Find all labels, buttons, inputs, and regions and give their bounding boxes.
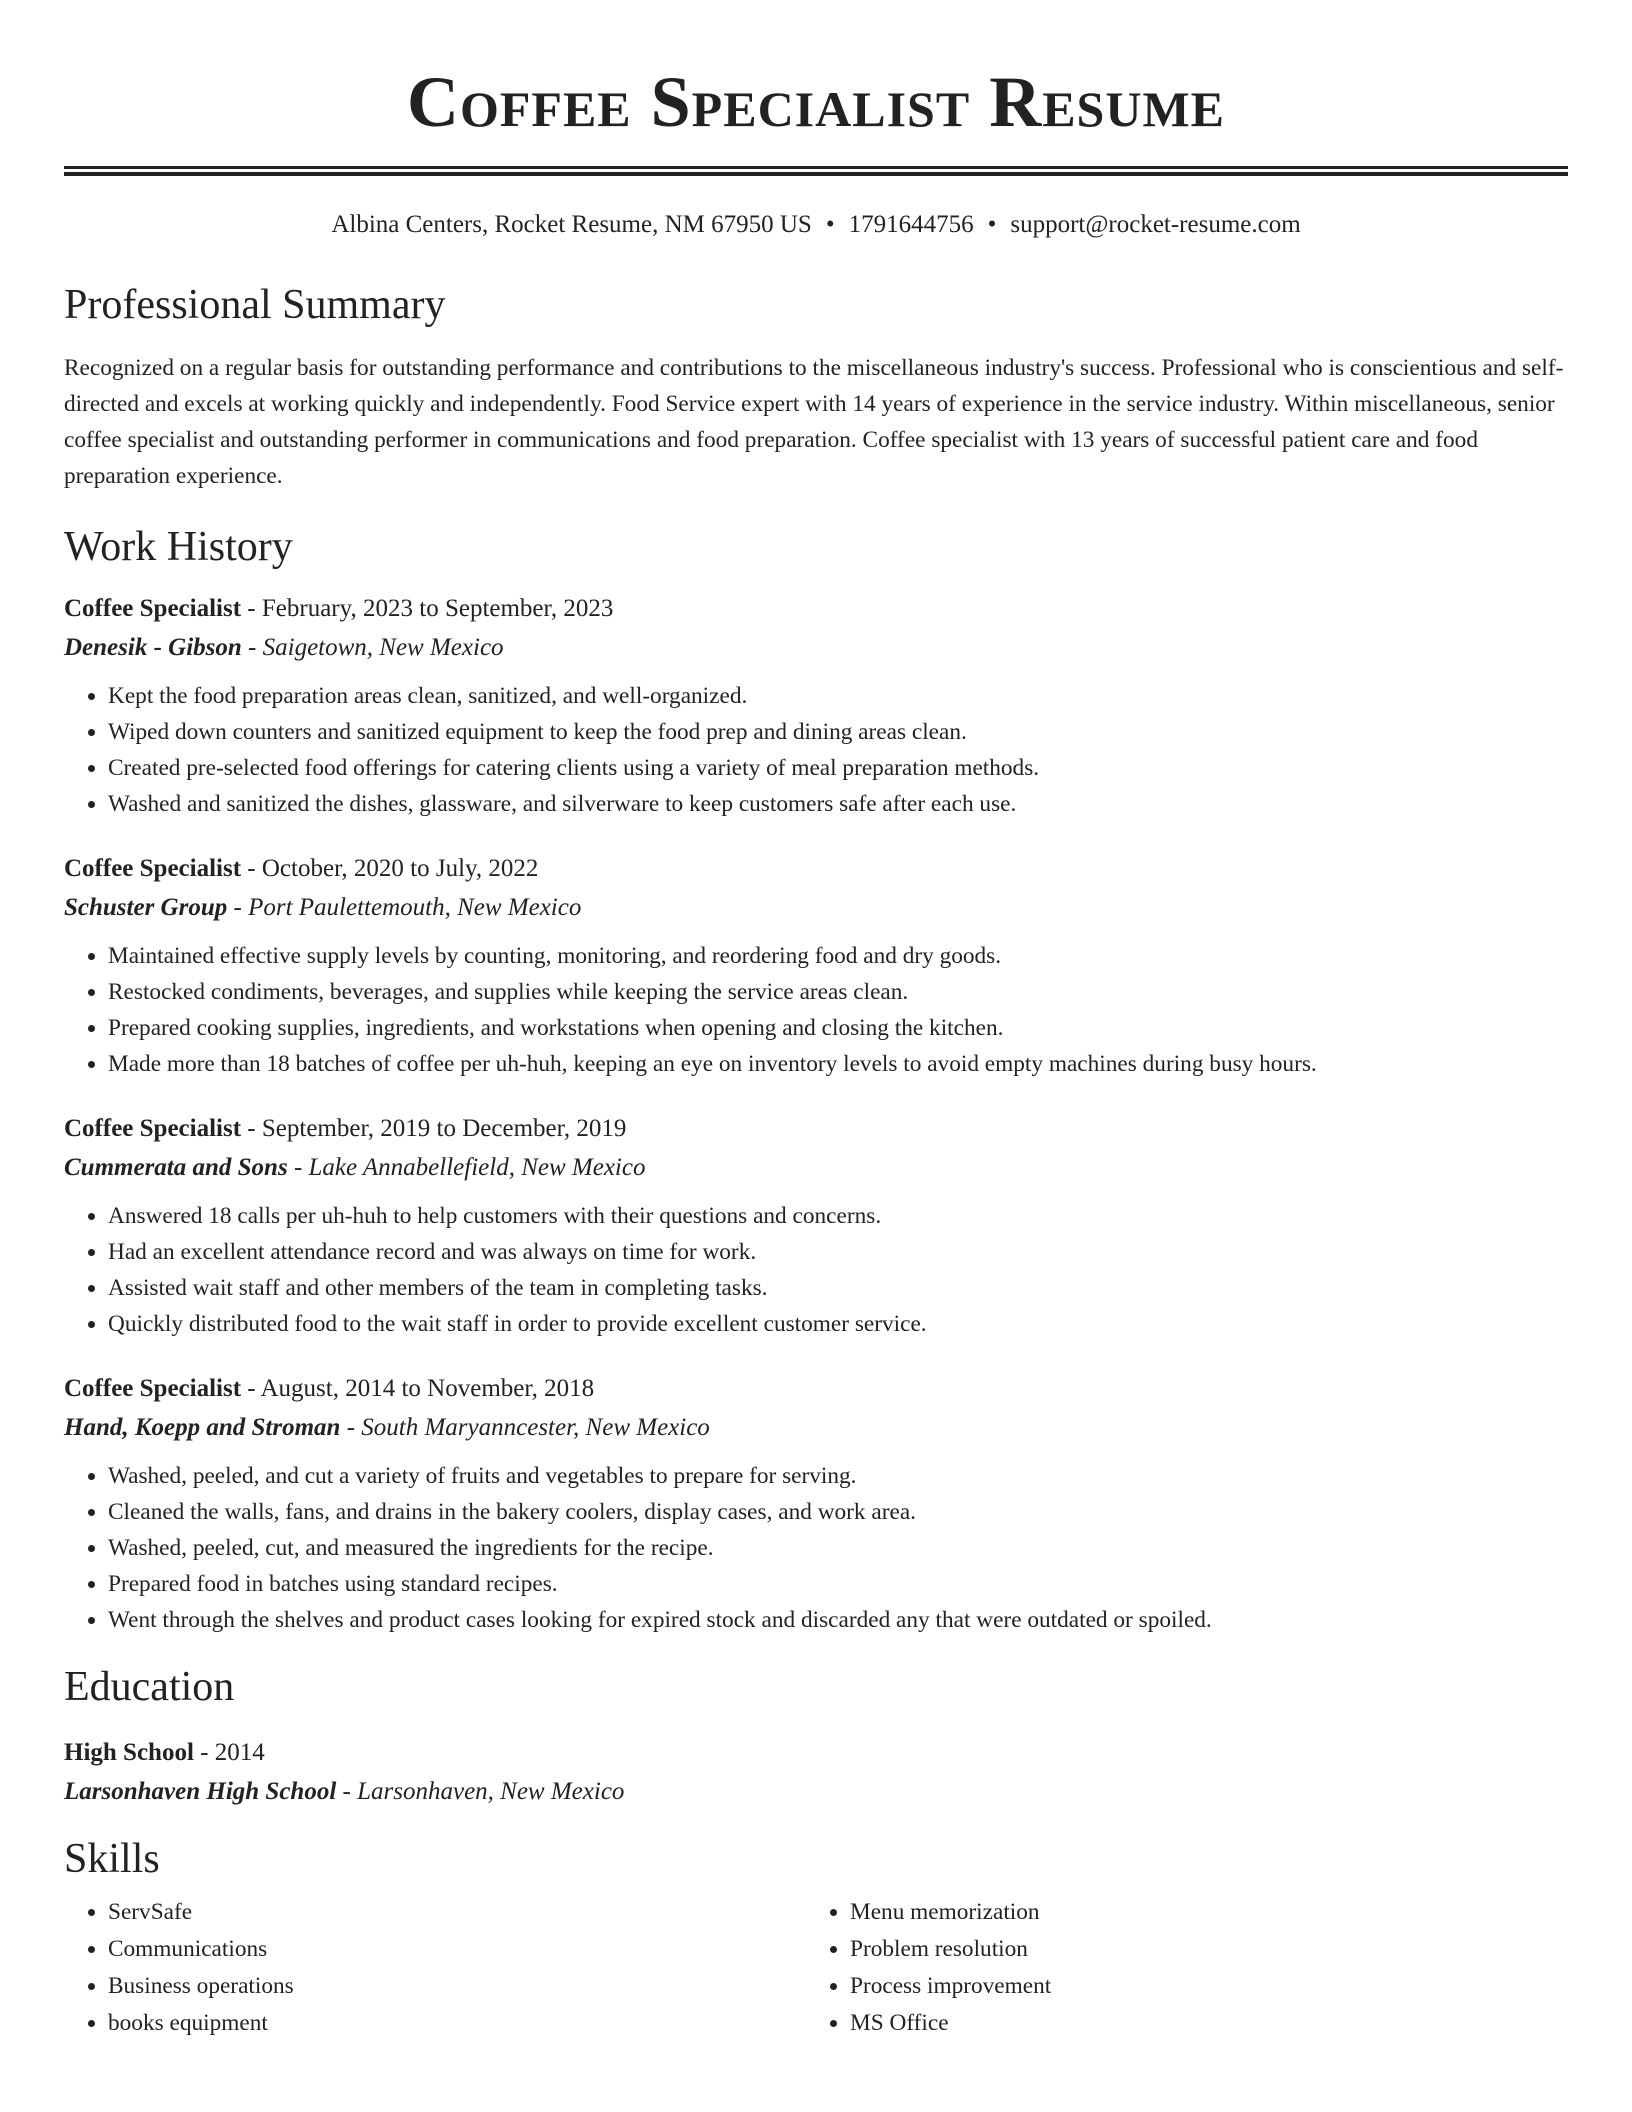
skills-heading: Skills — [64, 1836, 160, 1882]
contact-line — [64, 210, 1568, 240]
employer-location: - Saigetown, New Mexico — [241, 634, 504, 661]
resume-page — [64, 0, 1568, 2042]
job-duty: • Wiped down counters and sanitized equipment to keep the food prep and dining areas clean. — [108, 714, 1568, 750]
skill-item: • Business operations — [108, 1968, 806, 2005]
job-duties-list — [64, 1458, 1568, 1638]
employer-name: Schuster Group — [64, 894, 228, 921]
contact-address: Albina Centers, Rocket Resume, NM 67950 US — [331, 211, 812, 238]
school-line — [64, 1772, 1568, 1812]
title-divider — [64, 166, 1568, 176]
job-duty: • Answered 18 calls per uh-huh to help customers with their questions and concerns. — [108, 1198, 1568, 1234]
job-spacer — [64, 1342, 1568, 1370]
job-title: Coffee Specialist — [64, 1115, 242, 1142]
contact-separator: • — [987, 211, 997, 238]
skill-item: • books equipment — [108, 2005, 806, 2042]
job-duty: • Cleaned the walls, fans, and drains in the bakery coolers, display cases, and work area. — [108, 1494, 1568, 1530]
employer-line — [64, 628, 1568, 668]
job-duty: • Prepared cooking supplies, ingredients, and workstations when opening and closing the kitchen. — [108, 1010, 1568, 1046]
skills-list-left — [64, 1894, 806, 2042]
degree-line — [64, 1734, 1568, 1772]
school-name: Larsonhaven High School — [64, 1778, 337, 1805]
job-entry — [64, 1110, 1568, 1342]
job-duty: • Quickly distributed food to the wait staff in order to provide excellent customer service. — [108, 1306, 1568, 1342]
job-title-line — [64, 1370, 1568, 1408]
employer-name: Denesik - Gibson — [64, 634, 242, 661]
job-duty: • Had an excellent attendance record and was always on time for work. — [108, 1234, 1568, 1270]
job-duty: • Maintained effective supply levels by counting, monitoring, and reordering food and dry goods. — [108, 938, 1568, 974]
skill-item: • Process improvement — [850, 1968, 1548, 2005]
job-title: Coffee Specialist — [64, 1375, 242, 1402]
job-duty: • Washed, peeled, and cut a variety of fruits and vegetables to prepare for serving. — [108, 1458, 1568, 1494]
work-history-heading: Work History — [64, 524, 293, 570]
job-duties-list — [64, 678, 1568, 822]
work-history-list — [64, 590, 1568, 1638]
employer-location: - Lake Annabellefield, New Mexico — [287, 1154, 646, 1181]
job-spacer — [64, 822, 1568, 850]
graduation-year: - 2014 — [193, 1739, 265, 1766]
employer-name: Cummerata and Sons — [64, 1154, 288, 1181]
employer-location: - Port Paulettemouth, New Mexico — [227, 894, 582, 921]
skills-list-right — [806, 1894, 1548, 2042]
job-duty: • Went through the shelves and product cases looking for expired stock and discarded any that were outdated or spoiled. — [108, 1602, 1568, 1638]
job-title-line — [64, 850, 1568, 888]
job-duties-list — [64, 1198, 1568, 1342]
contact-phone: 1791644756 — [848, 211, 974, 238]
job-title: Coffee Specialist — [64, 595, 242, 622]
skill-item: • Problem resolution — [850, 1931, 1548, 1968]
job-duty: • Made more than 18 batches of coffee per uh-huh, keeping an eye on inventory levels to avoid empty machines during busy hours. — [108, 1046, 1568, 1082]
job-dates: - September, 2019 to December, 2019 — [241, 1115, 627, 1142]
education-entry — [64, 1734, 1568, 1812]
job-title-line — [64, 590, 1568, 628]
summary-text: Recognized on a regular basis for outstanding performance and contributions to the miscellaneous industry's success. Professional who is conscientious and self-directed and excels at working quickly and independently. Food Service expert with 14 years of experience in the service industry. Within miscellaneous, senior coffee specialist and outstanding performer in communications and food preparation. Coffee specialist with 13 years of successful patient care and food preparation experience. — [64, 355, 1564, 489]
job-duty: • Restocked condiments, beverages, and supplies while keeping the service areas clean. — [108, 974, 1568, 1010]
employer-line — [64, 1408, 1568, 1448]
job-duty: • Created pre-selected food offerings for catering clients using a variety of meal preparation methods. — [108, 750, 1568, 786]
education-heading: Education — [64, 1664, 235, 1710]
job-duties-list — [64, 938, 1568, 1082]
employer-name: Hand, Koepp and Stroman — [64, 1414, 341, 1441]
job-duty: • Washed, peeled, cut, and measured the ingredients for the recipe. — [108, 1530, 1568, 1566]
page-title: Coffee Specialist Resume — [406, 62, 1226, 142]
job-duty: • Kept the food preparation areas clean, sanitized, and well-organized. — [108, 678, 1568, 714]
contact-separator: • — [825, 211, 835, 238]
job-entry — [64, 590, 1568, 822]
employer-location: - South Maryanncester, New Mexico — [340, 1414, 710, 1441]
job-dates: - October, 2020 to July, 2022 — [241, 855, 539, 882]
job-entry — [64, 1370, 1568, 1638]
job-title: Coffee Specialist — [64, 855, 242, 882]
degree: High School — [64, 1739, 194, 1766]
skill-item: • MS Office — [850, 2005, 1548, 2042]
job-title-line — [64, 1110, 1568, 1148]
contact-email: support@rocket-resume.com — [1010, 211, 1301, 238]
job-duty: • Assisted wait staff and other members of the team in completing tasks. — [108, 1270, 1568, 1306]
job-dates: - February, 2023 to September, 2023 — [241, 595, 614, 622]
skill-item: • Menu memorization — [850, 1894, 1548, 1931]
job-duty: • Washed and sanitized the dishes, glassware, and silverware to keep customers safe after each use. — [108, 786, 1568, 822]
skill-item: • Communications — [108, 1931, 806, 1968]
employer-line — [64, 888, 1568, 928]
job-dates: - August, 2014 to November, 2018 — [241, 1375, 595, 1402]
job-entry — [64, 850, 1568, 1082]
skills-columns — [64, 1894, 1568, 2042]
skill-item: • ServSafe — [108, 1894, 806, 1931]
job-duty: • Prepared food in batches using standard recipes. — [108, 1566, 1568, 1602]
summary-heading: Professional Summary — [64, 282, 446, 328]
job-spacer — [64, 1082, 1568, 1110]
employer-line — [64, 1148, 1568, 1188]
school-location: - Larsonhaven, New Mexico — [336, 1778, 625, 1805]
